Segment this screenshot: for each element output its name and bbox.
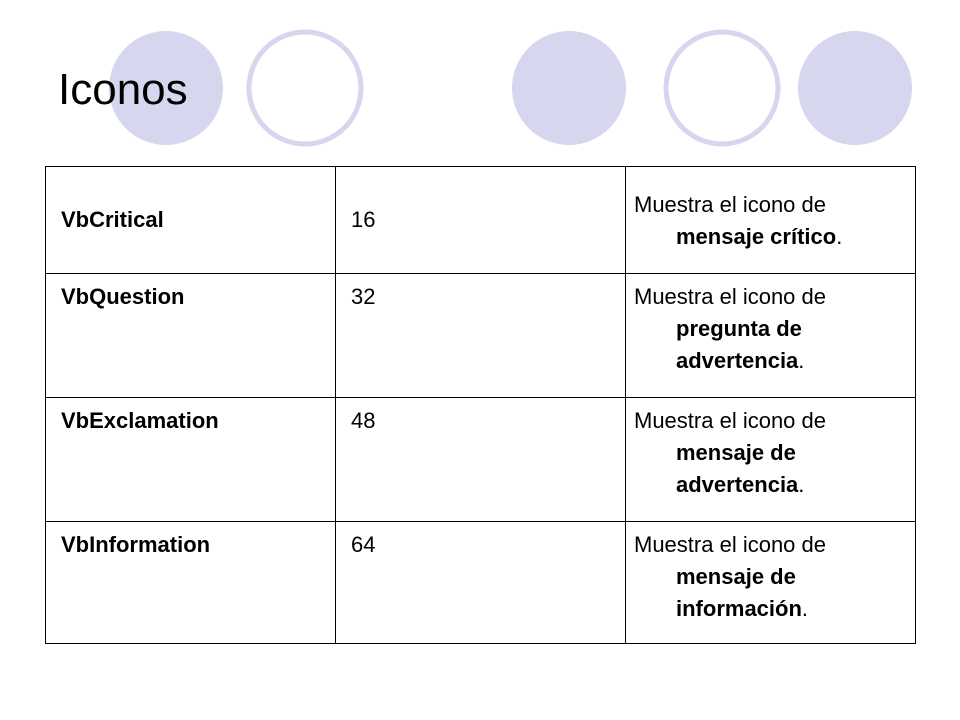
description-end: . <box>798 348 805 373</box>
constant-value: 16 <box>336 167 626 274</box>
constant-name: VbQuestion <box>46 274 336 398</box>
description-lead: Muestra el icono de <box>634 408 826 433</box>
table-row <box>46 522 916 644</box>
table-row <box>46 274 916 398</box>
icon-constants-table <box>45 166 916 644</box>
constant-value: 64 <box>336 522 626 644</box>
description-end: . <box>801 596 809 621</box>
constant-name: VbInformation <box>46 522 336 644</box>
description-emphasis: mensaje de advertencia <box>676 440 799 497</box>
constant-value: 32 <box>336 274 626 398</box>
table-row <box>46 167 916 274</box>
ring-circle-2 <box>666 32 778 144</box>
description-lead: Muestra el icono de <box>634 192 826 217</box>
constant-name: VbCritical <box>46 167 336 274</box>
slide-title: Iconos <box>58 65 188 114</box>
filled-circle-2 <box>512 31 626 145</box>
filled-circle-3 <box>798 31 912 145</box>
table-row <box>46 398 916 522</box>
constant-description <box>626 167 916 274</box>
ring-circle-1 <box>249 32 361 144</box>
description-emphasis: mensaje crítico <box>676 224 837 249</box>
constant-description <box>626 398 916 522</box>
constant-description <box>626 274 916 398</box>
description-lead: Muestra el icono de <box>634 532 826 557</box>
description-lead: Muestra el icono de <box>634 284 826 309</box>
constant-name: VbExclamation <box>46 398 336 522</box>
description-emphasis: mensaje de información <box>676 564 802 621</box>
constant-description <box>626 522 916 644</box>
description-emphasis: pregunta de advertencia <box>676 316 802 373</box>
description-end: . <box>798 472 805 497</box>
description-end: . <box>836 224 843 249</box>
constant-value: 48 <box>336 398 626 522</box>
